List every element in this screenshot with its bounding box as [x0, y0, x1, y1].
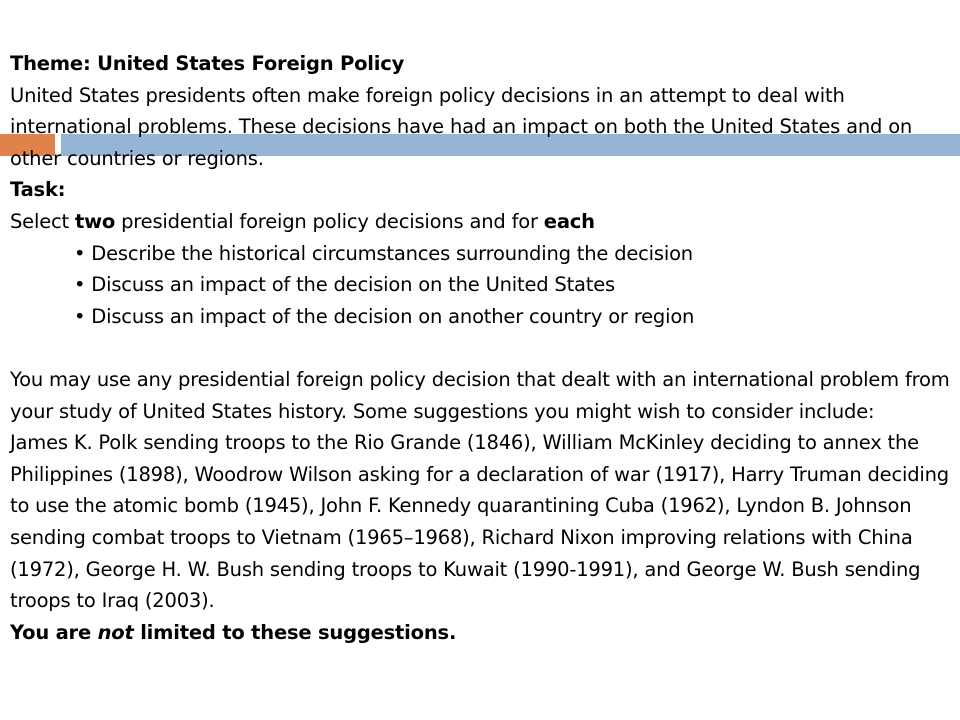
theme-heading: Theme: United States Foreign Policy [10, 52, 405, 75]
suggestions-intro: You may use any presidential foreign policy decision that dealt with an international problem from your study of United States history. Some suggestions you might wish to consider include: [10, 367, 950, 423]
task-bullet: • Discuss an impact of the decision on another country or region [74, 304, 695, 328]
closing-not: not [97, 620, 134, 644]
task-instruction-start: Select [10, 209, 75, 233]
task-bullet: • Describe the historical circumstances surrounding the decision [74, 241, 693, 265]
paragraph-spacer [10, 332, 955, 364]
essay-prompt [10, 48, 955, 648]
suggestions-closing [10, 617, 955, 649]
theme-intro: United States presidents often make foreign policy decisions in an attempt to deal with international problems. These decisions have had an impact on both the United States and on other countries or regions. [10, 83, 913, 170]
task-bullet: • Discuss an impact of the decision on the United States [74, 273, 616, 297]
task-heading: Task: [10, 178, 66, 202]
task-instruction [10, 206, 955, 238]
task-instruction-mid: presidential foreign policy decisions and for [115, 209, 544, 233]
task-instruction-two: two [74, 209, 116, 233]
suggestions-list: James K. Polk sending troops to the Rio Grande (1846), William McKinley deciding to annex the Philippines (1898), Woodrow Wilson asking for a declaration of war (1917), Harry Truman deciding to use the atomic bomb (1945), John F. Kennedy quarantining Cuba (1962), Lyndon B. Johnson sending combat troops to Vietnam (1965–1968), Richard Nixon improving relations with China (1972), George H. W. Bush sending troops to Kuwait (1990-1991), and George W. Bush sending troops to Iraq (2003). [10, 431, 949, 613]
closing-end: limited to these suggestions. [133, 620, 457, 644]
task-instruction-each: each [543, 209, 595, 233]
closing-start: You are [10, 620, 98, 644]
